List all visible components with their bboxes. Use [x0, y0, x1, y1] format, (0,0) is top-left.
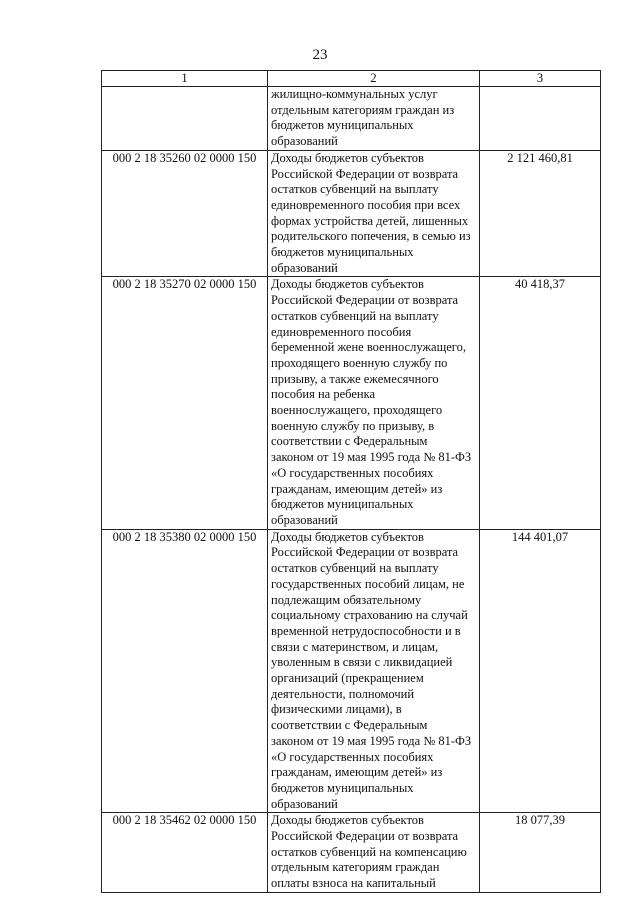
table-header-row: [102, 71, 601, 87]
column-header-code: 1: [102, 71, 268, 87]
description-line: Российской Федерации от возврата: [271, 293, 459, 308]
description-line: уволенным в связи с ликвидацией: [271, 655, 453, 670]
table-row: [102, 277, 601, 529]
description-line: организаций (прекращением: [271, 671, 424, 686]
description-line: социальному страхованию на случай: [271, 608, 468, 623]
description-line: Доходы бюджетов субъектов: [271, 150, 424, 165]
amount-cell: 18 077,39: [480, 813, 601, 893]
description-line: Российской Федерации от возврата: [271, 545, 459, 560]
description-line: «О государственных пособиях: [271, 465, 434, 480]
budget-revenue-table: [101, 70, 601, 893]
description-line: образований: [271, 134, 338, 149]
description-line: отдельным категориям граждан из: [271, 102, 455, 117]
description-line: государственных пособий лицам, не: [271, 576, 465, 591]
description-line: деятельности, полномочий: [271, 686, 415, 701]
description-line: единовременного пособия: [271, 324, 412, 339]
amount-cell: 144 401,07: [480, 529, 601, 813]
description-line: формах устройства детей, лишенных: [271, 213, 469, 228]
amount-cell: 40 418,37: [480, 277, 601, 529]
description-line: гражданам, имеющим детей» из: [271, 481, 443, 496]
description-line: жилищно-коммунальных услуг: [271, 87, 438, 101]
description-line: беременной жене военнослужащего,: [271, 340, 466, 355]
description-line: военнослужащего, проходящего: [271, 403, 443, 418]
revenue-code-cell: 000 2 18 35260 02 0000 150: [102, 150, 268, 277]
description-line: бюджетов муниципальных: [271, 118, 414, 133]
description-line: соответствии с Федеральным: [271, 718, 428, 733]
revenue-description-cell: [268, 87, 480, 151]
description-line: Российской Федерации от возврата: [271, 829, 459, 844]
description-line: проходящего военную службу по: [271, 355, 448, 370]
description-line: остатков субвенций на выплату: [271, 561, 439, 576]
description-line: Российской Федерации от возврата: [271, 166, 459, 181]
table-row: [102, 87, 601, 151]
description-line: бюджетов муниципальных: [271, 245, 414, 260]
description-line: временной нетрудоспособности и в: [271, 623, 461, 638]
revenue-description-cell: [268, 150, 480, 277]
revenue-code-cell: 000 2 18 35270 02 0000 150: [102, 277, 268, 529]
description-line: бюджетов муниципальных: [271, 497, 414, 512]
column-header-amount: 3: [480, 71, 601, 87]
description-line: пособия на ребенка: [271, 387, 375, 402]
description-line: законом от 19 мая 1995 года № 81-ФЗ: [271, 450, 472, 465]
page-number: 23: [312, 47, 328, 63]
description-line: «О государственных пособиях: [271, 749, 434, 764]
revenue-code-cell: 000 2 18 35462 02 0000 150: [102, 813, 268, 893]
description-line: остатков субвенций на компенсацию: [271, 844, 467, 859]
description-line: образований: [271, 260, 338, 275]
description-line: бюджетов муниципальных: [271, 780, 414, 795]
description-line: Доходы бюджетов субъектов: [271, 529, 424, 544]
description-line: подлежащим обязательному: [271, 592, 422, 607]
description-line: единовременного пособия при всех: [271, 197, 461, 212]
description-line: Доходы бюджетов субъектов: [271, 813, 424, 828]
description-line: родительского попечения, в семью из: [271, 229, 471, 244]
amount-cell: [480, 87, 601, 151]
description-line: гражданам, имеющим детей» из: [271, 765, 443, 780]
revenue-description-cell: [268, 277, 480, 529]
table-row: [102, 150, 601, 277]
amount-cell: 2 121 460,81: [480, 150, 601, 277]
revenue-description-cell: [268, 529, 480, 813]
table-row: [102, 813, 601, 893]
column-header-description: 2: [268, 71, 480, 87]
description-line: остатков субвенций на выплату: [271, 182, 439, 197]
description-line: военную службу по призыву, в: [271, 418, 435, 433]
revenue-code-cell: [102, 87, 268, 151]
description-line: оплаты взноса на капитальный: [271, 876, 436, 891]
description-line: соответствии с Федеральным: [271, 434, 428, 449]
description-line: образований: [271, 796, 338, 811]
description-line: призыву, а также ежемесячного: [271, 371, 439, 386]
description-line: законом от 19 мая 1995 года № 81-ФЗ: [271, 733, 472, 748]
description-line: физическими лицами), в: [271, 702, 402, 717]
table-body: [102, 87, 601, 893]
revenue-description-cell: [268, 813, 480, 893]
description-line: остатков субвенций на выплату: [271, 308, 439, 323]
table-row: [102, 529, 601, 813]
description-line: образований: [271, 512, 338, 527]
description-line: связи с материнством, и лицам,: [271, 639, 439, 654]
description-line: Доходы бюджетов субъектов: [271, 277, 424, 292]
revenue-code-cell: 000 2 18 35380 02 0000 150: [102, 529, 268, 813]
description-line: отдельным категориям граждан: [271, 860, 440, 875]
